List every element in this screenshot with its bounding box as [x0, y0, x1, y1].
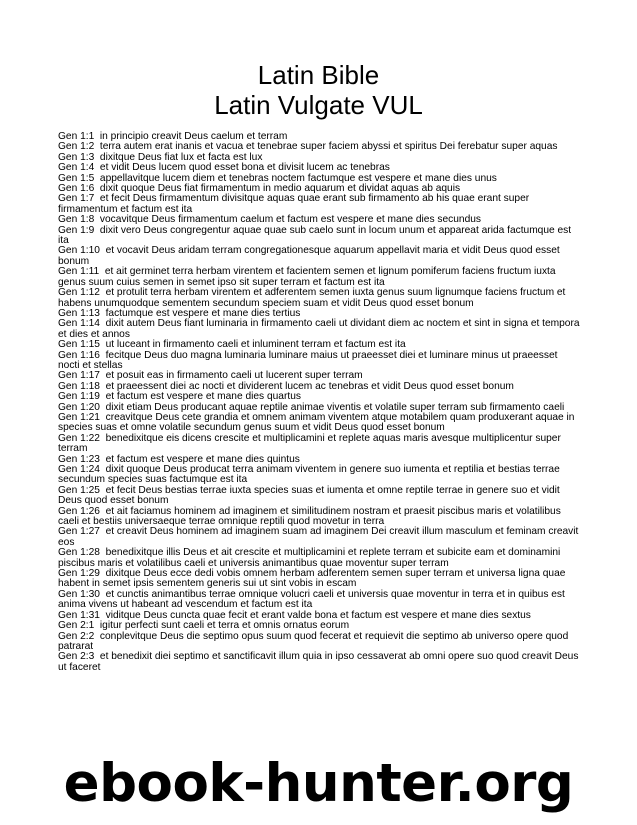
- verse-reference: Gen 1:3: [58, 151, 95, 163]
- verse: [58, 319, 580, 340]
- verse-text: et fecit Deus bestias terrae iuxta species suas et iumenta et omne reptile terrae in genere suo et vidit Deus quod esset bonum: [58, 484, 560, 507]
- verse-text: et praeessent diei ac nocti et dividerent lucem ac tenebras et vidit Deus quod esset bonum: [105, 380, 514, 392]
- verse-text: dixit vero Deus congregentur aquae quae sub caelo sunt in locum unum et appareat arida factumque est ita: [58, 224, 572, 247]
- verse-reference: Gen 1:29: [58, 568, 100, 580]
- verse-reference: Gen 1:25: [58, 484, 100, 496]
- verse-text: fecitque Deus duo magna luminaria luminare maius ut praeesset diei et luminare minus ut praeesset nocti et stellas: [58, 349, 558, 371]
- verse-text: et vidit Deus lucem quod esset bona et divisit lucem ac tenebras: [99, 162, 390, 174]
- verse-reference: Gen 1:23: [58, 453, 100, 465]
- verse-reference: Gen 1:14: [58, 318, 100, 330]
- verse-text: et factum est vespere et mane dies quintus: [105, 453, 300, 465]
- verse: [58, 413, 580, 434]
- verse: [58, 288, 580, 309]
- verse-text: et cunctis animantibus terrae omnique volucri caeli et universis quae moventur in terra et in quibus est anima vivens ut habeant ad vescendum et factum est ita: [58, 588, 565, 611]
- verse-text: dixit quoque Deus fiat firmamentum in medio aquarum et dividat aquas ab aquis: [99, 183, 461, 195]
- verse-reference: Gen 1:12: [58, 287, 100, 299]
- verse-reference: Gen 1:24: [58, 464, 100, 475]
- verse-text: benedixitque illis Deus et ait crescite et multiplicamini et replete terram et subicite eam et dominamini piscibus maris et volatilibus caeli et universis animantibus quae moventur super terram: [58, 547, 561, 569]
- document-subtitle: Latin Vulgate VUL: [214, 90, 423, 120]
- verse: [58, 434, 580, 455]
- verse-text: et ait germinet terra herbam virentem et facientem semen et lignum pomiferum faciens fructum iuxta genus suum cuius semen in semet ipso sit super terram et factum est ita: [58, 266, 556, 288]
- verse-text: et ait faciamus hominem ad imaginem et similitudinem nostram et praesit piscibus maris et volatilibus caeli et bestiis universaeque terrae omnique reptili quod movetur in terra: [58, 505, 561, 528]
- verse-reference: Gen 1:1: [58, 131, 95, 142]
- verse-reference: Gen 1:2: [58, 141, 95, 153]
- verse: [58, 569, 580, 590]
- verse-text: et factum est vespere et mane dies quartus: [105, 391, 301, 403]
- verse-reference: Gen 2:2: [58, 630, 95, 642]
- verse-reference: Gen 1:31: [58, 609, 100, 621]
- verse-reference: Gen 1:30: [58, 588, 100, 600]
- verse-reference: Gen 1:11: [58, 266, 100, 278]
- verse-reference: Gen 1:27: [58, 526, 100, 538]
- verse-reference: Gen 1:8: [58, 214, 95, 226]
- verse-reference: Gen 1:18: [58, 380, 100, 392]
- verse: [58, 507, 580, 528]
- verse-text: dixitque Deus ecce dedi vobis omnem herbam adferentem semen super terram et universa ligna quae habent in semet ipsis sementem generis sui ut sint vobis in escam: [58, 568, 566, 590]
- verse-text: et protulit terra herbam virentem et adferentem semen iuxta genus suum lignumque faciens fructum et habens unumquodque sementem secundum speciem suam et vidit Deus quod esset bonum: [58, 287, 566, 309]
- verse-reference: Gen 1:10: [58, 245, 100, 257]
- verse-text: conplevitque Deus die septimo opus suum quod fecerat et requievit die septimo ab universo opere quod patrarat: [58, 630, 569, 652]
- verse-text: viditque Deus cuncta quae fecit et erant valde bona et factum est vespere et mane dies sextus: [105, 609, 531, 621]
- verse-text: igitur perfecti sunt caeli et terra et omnis ornatus eorum: [99, 620, 350, 632]
- verse-reference: Gen 1:22: [58, 432, 100, 444]
- verse-list: [58, 132, 580, 673]
- verse-text: et creavit Deus hominem ad imaginem suam ad imaginem Dei creavit illum masculum et feminam creavit eos: [58, 526, 579, 548]
- verse-reference: Gen 1:16: [58, 349, 100, 361]
- verse-reference: Gen 1:19: [58, 391, 100, 403]
- verse-text: benedixitque eis dicens crescite et multiplicamini et replete aquas maris avesque multiplicentur super terram: [58, 432, 561, 455]
- verse-reference: Gen 1:28: [58, 547, 100, 559]
- verse-reference: Gen 1:13: [58, 307, 100, 319]
- verse-reference: Gen 2:1: [58, 620, 95, 632]
- verse-reference: Gen 1:15: [58, 339, 100, 351]
- verse-reference: Gen 1:7: [58, 193, 95, 205]
- verse-text: terra autem erat inanis et vacua et tenebrae super faciem abyssi et spiritus Dei ferebatur super aquas: [99, 141, 558, 153]
- verse-reference: Gen 1:4: [58, 162, 95, 174]
- verse-text: et benedixit diei septimo et sanctificavit illum quia in ipso cessaverat ab omni opere suo quod creavit Deus ut faceret: [58, 651, 579, 673]
- verse-text: in principio creavit Deus caelum et terram: [99, 131, 288, 142]
- verse-reference: Gen 1:26: [58, 505, 100, 517]
- verse-text: dixitque Deus fiat lux et facta est lux: [99, 151, 263, 163]
- verse-text: vocavitque Deus firmamentum caelum et factum est vespere et mane dies secundus: [99, 214, 482, 226]
- document-title: Latin Bible: [257, 60, 380, 90]
- verse: [58, 548, 580, 569]
- verse: [58, 246, 580, 267]
- verse: [58, 267, 580, 288]
- verse-reference: Gen 1:6: [58, 183, 95, 195]
- verse-reference: Gen 2:3: [58, 651, 95, 663]
- verse: [58, 590, 580, 611]
- verse-text: dixit autem Deus fiant luminaria in firmamento caeli ut dividant diem ac noctem et sint in signa et tempora et dies et annos: [58, 318, 580, 340]
- verse-text: creavitque Deus cete grandia et omnem animam viventem atque motabilem quam produxerant aquae in species suas et omne volatile secundum genus suum et vidit Deus quod esset bonum: [58, 411, 575, 434]
- verse: [58, 486, 580, 507]
- verse-text: factumque est vespere et mane dies tertius: [105, 307, 301, 319]
- verse: [58, 226, 580, 247]
- verse-reference: Gen 1:21: [58, 411, 100, 423]
- verse-text: et vocavit Deus aridam terram congregationesque aquarum appellavit maria et vidit Deus quod esset bonum: [58, 245, 560, 267]
- verse-text: ut luceant in firmamento caeli et inluminent terram et factum est ita: [105, 339, 406, 351]
- verse-reference: Gen 1:5: [58, 172, 95, 184]
- verse-reference: Gen 1:9: [58, 224, 95, 236]
- verse: [58, 194, 580, 215]
- verse-reference: Gen 1:17: [58, 370, 100, 382]
- verse: [58, 465, 580, 486]
- verse-text: appellavitque lucem diem et tenebras noctem factumque est vespere et mane dies unus: [99, 172, 497, 184]
- verse: [58, 632, 580, 653]
- verse-reference: Gen 1:20: [58, 401, 100, 413]
- title-block: [0, 60, 637, 120]
- verse: [58, 351, 580, 372]
- verse-text: dixit etiam Deus producant aquae reptile animae viventis et volatile super terram sub firmamento caeli: [105, 401, 565, 413]
- verse-text: et posuit eas in firmamento caeli ut lucerent super terram: [105, 370, 363, 382]
- verse-text: dixit quoque Deus producat terra animam viventem in genere suo iumenta et reptilia et bestias terrae secundum species suas factumque est ita: [58, 464, 560, 486]
- verse-text: et fecit Deus firmamentum divisitque aquas quae erant sub firmamento ab his quae erant super firmamentum et factum est ita: [58, 193, 530, 215]
- verse: [58, 652, 580, 673]
- verse: [58, 527, 580, 548]
- watermark: ebook-hunter.org: [63, 753, 574, 814]
